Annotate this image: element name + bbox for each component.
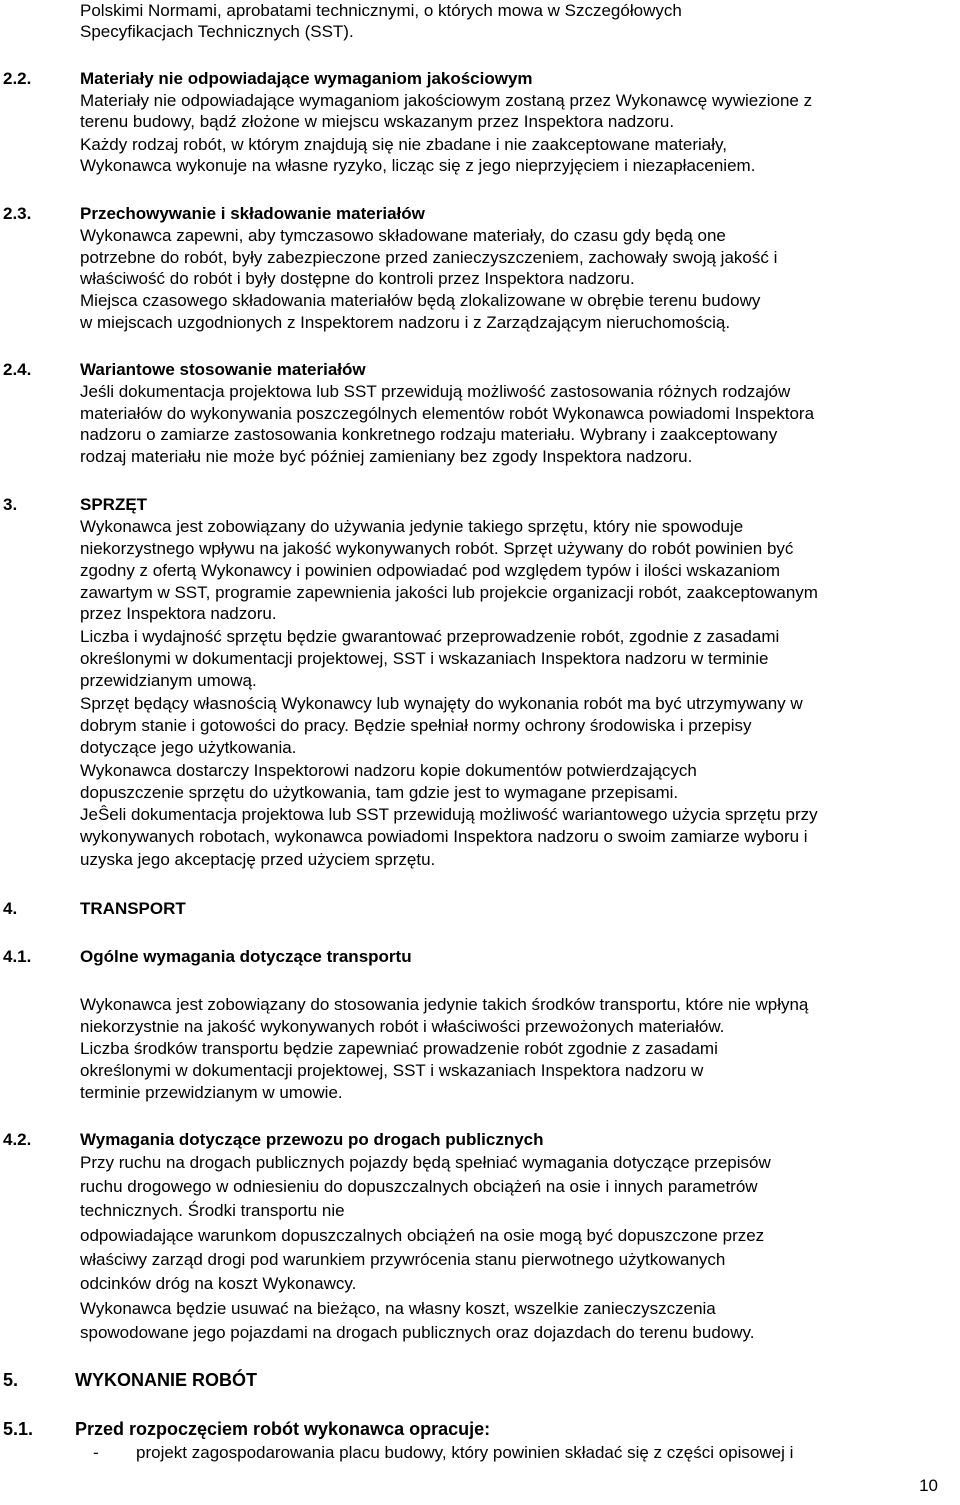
- paragraph-line: Jeśli dokumentacja projektowa lub SST przewidują możliwość zastosowania różnych rodzajów: [80, 382, 791, 401]
- bullet-marker: -: [93, 1443, 99, 1462]
- paragraph-line: Materiały nie odpowiadające wymaganiom jakościowym zostaną przez Wykonawcę wywiezione z: [80, 91, 813, 110]
- page-number: 10: [919, 1476, 938, 1495]
- section-title: WYKONANIE ROBÓT: [75, 1370, 257, 1390]
- paragraph-line: Wykonawca jest zobowiązany do stosowania jedynie takich środków transportu, które nie wpłyną: [80, 995, 809, 1014]
- paragraph-line: Wykonawca wykonuje na własne ryzyko, licząc się z jego nieprzyjęciem i niezapłaceniem.: [80, 156, 756, 175]
- paragraph-line: JeŜeli dokumentacja projektowa lub SST przewidują możliwość wariantowego użycia sprzętu przy: [80, 805, 818, 824]
- section-title: TRANSPORT: [80, 899, 186, 918]
- section-number: 2.2.: [3, 69, 32, 88]
- paragraph-line: dobrym stanie i gotowości do pracy. Będzie spełniał normy ochrony środowiska i przepisy: [80, 716, 752, 735]
- paragraph-line: określonymi w dokumentacji projektowej, SST i wskazaniach Inspektora nadzoru w terminie: [80, 649, 769, 668]
- paragraph-line: Liczba i wydajność sprzętu będzie gwarantować przeprowadzenie robót, zgodnie z zasadami: [80, 627, 780, 646]
- paragraph-line: Sprzęt będący własnością Wykonawcy lub wynajęty do wykonania robót ma być utrzymywany w: [80, 694, 803, 713]
- section-number: 4.1.: [3, 947, 32, 966]
- section-number: 5.: [3, 1370, 19, 1390]
- paragraph-line: odpowiadające warunkom dopuszczalnych obciążeń na osie mogą być dopuszczone przez: [80, 1226, 765, 1245]
- section-number: 5.1.: [3, 1419, 34, 1439]
- paragraph-line: przewidzianym umową.: [80, 671, 257, 690]
- paragraph-line: Miejsca czasowego składowania materiałów będą zlokalizowane w obrębie terenu budowy: [80, 291, 761, 310]
- section-title: Ogólne wymagania dotyczące transportu: [80, 947, 412, 966]
- paragraph-line: niekorzystnego wpływu na jakość wykonywanych robót. Sprzęt używany do robót powinien być: [80, 539, 794, 558]
- paragraph-line: Wykonawca dostarczy Inspektorowi nadzoru kopie dokumentów potwierdzających: [80, 761, 697, 780]
- paragraph-line: Przy ruchu na drogach publicznych pojazdy będą spełniać wymagania dotyczące przepisów: [80, 1153, 771, 1172]
- paragraph-line: przez Inspektora nadzoru.: [80, 604, 277, 623]
- section-number: 4.2.: [3, 1130, 32, 1149]
- bullet-text: projekt zagospodarowania placu budowy, który powinien składać się z części opisowej i: [136, 1443, 794, 1462]
- paragraph-line: dotyczące jego użytkowania.: [80, 738, 297, 757]
- paragraph-line: niekorzystnie na jakość wykonywanych robót i właściwości przewożonych materiałów.: [80, 1017, 725, 1036]
- paragraph-line: określonymi w dokumentacji projektowej, SST i wskazaniach Inspektora nadzoru w: [80, 1061, 704, 1080]
- paragraph-line: odcinków dróg na koszt Wykonawcy.: [80, 1274, 357, 1293]
- paragraph-line: zgodny z ofertą Wykonawcy i powinien odpowiadać pod względem typów i ilości wskazaniom: [80, 561, 781, 580]
- paragraph-line: ruchu drogowego w odniesieniu do dopuszczalnych obciążeń na osie i innych parametrów: [80, 1177, 758, 1196]
- paragraph-line: w miejscach uzgodnionych z Inspektorem nadzoru i z Zarządzającym nieruchomością.: [80, 313, 731, 332]
- section-title: SPRZĘT: [80, 495, 148, 514]
- section-title: Przed rozpoczęciem robót wykonawca opracuje:: [75, 1419, 491, 1439]
- paragraph-line: technicznych. Środki transportu nie: [80, 1201, 345, 1220]
- section-number: 2.4.: [3, 360, 32, 379]
- section-number: 3.: [3, 495, 18, 514]
- section-title: Materiały nie odpowiadające wymaganiom jakościowym: [80, 69, 533, 88]
- section-number: 2.3.: [3, 204, 32, 223]
- paragraph-line: Wykonawca będzie usuwać na bieżąco, na własny koszt, wszelkie zanieczyszczenia: [80, 1299, 716, 1318]
- paragraph-line: Każdy rodzaj robót, w którym znajdują się nie zbadane i nie zaakceptowane materiały,: [80, 135, 727, 154]
- paragraph-line: właściwość do robót i były dostępne do kontroli przez Inspektora nadzoru.: [80, 269, 635, 288]
- paragraph-line: Wykonawca zapewni, aby tymczasowo składowane materiały, do czasu gdy będą one: [80, 226, 726, 245]
- section-number: 4.: [3, 899, 18, 918]
- paragraph-line: spowodowane jego pojazdami na drogach publicznych oraz dojazdach do terenu budowy.: [80, 1323, 755, 1342]
- paragraph-line: Polskimi Normami, aprobatami technicznymi, o których mowa w Szczegółowych: [80, 1, 682, 20]
- paragraph-line: rodzaj materiału nie może być później zamieniany bez zgody Inspektora nadzoru.: [80, 447, 693, 466]
- paragraph-line: Wykonawca jest zobowiązany do używania jedynie takiego sprzętu, który nie spowoduje: [80, 517, 744, 536]
- paragraph-line: terminie przewidzianym w umowie.: [80, 1083, 343, 1102]
- section-title: Wymagania dotyczące przewozu po drogach publicznych: [80, 1130, 544, 1149]
- section-title: Przechowywanie i składowanie materiałów: [80, 204, 425, 223]
- paragraph-line: właściwy zarząd drogi pod warunkiem przywrócenia stanu pierwotnego użytkowanych: [80, 1250, 726, 1269]
- paragraph-line: nadzoru o zamiarze zastosowania konkretnego rodzaju materiału. Wybrany i zaakceptowany: [80, 425, 778, 444]
- paragraph-line: zawartym w SST, programie zapewnienia jakości lub projekcie organizacji robót, zaakceptowanym: [80, 583, 818, 602]
- paragraph-line: uzyska jego akceptację przed użyciem sprzętu.: [80, 850, 436, 869]
- paragraph-line: terenu budowy, bądź złożone w miejscu wskazanym przez Inspektora nadzoru.: [80, 112, 675, 131]
- section-title: Wariantowe stosowanie materiałów: [80, 360, 366, 379]
- paragraph-line: Specyfikacjach Technicznych (SST).: [80, 22, 354, 41]
- paragraph-line: materiałów do wykonywania poszczególnych elementów robót Wykonawca powiadomi Inspektora: [80, 404, 815, 423]
- paragraph-line: potrzebne do robót, były zabezpieczone przed zanieczyszczeniem, zachowały swoją jakość i: [80, 248, 778, 267]
- paragraph-line: Liczba środków transportu będzie zapewniać prowadzenie robót zgodnie z zasadami: [80, 1039, 718, 1058]
- paragraph-line: dopuszczenie sprzętu do użytkowania, tam gdzie jest to wymagane przepisami.: [80, 783, 679, 802]
- paragraph-line: wykonywanych robotach, wykonawca powiadomi Inspektora nadzoru o swoim zamiarze wyboru i: [80, 827, 808, 846]
